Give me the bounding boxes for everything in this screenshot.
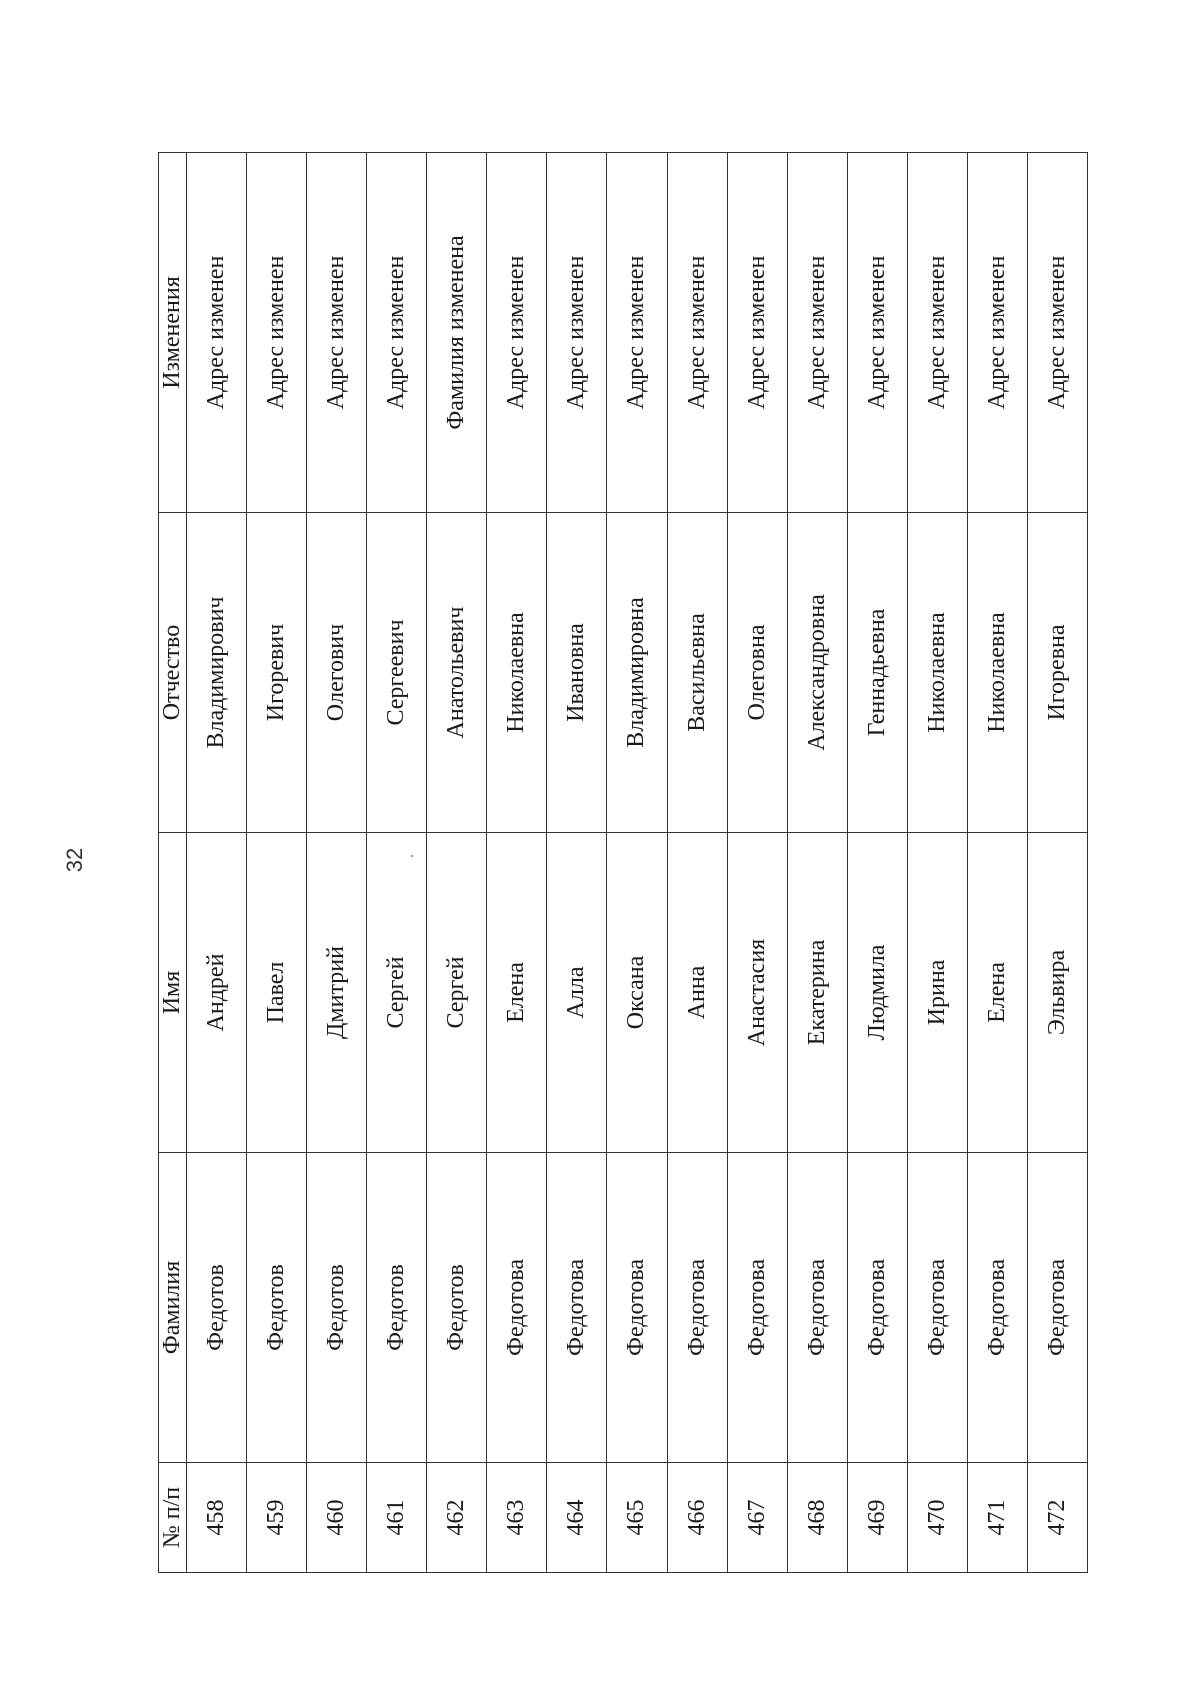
cell-surname: Федотова: [547, 1153, 607, 1463]
cell-surname: Федотова: [967, 1153, 1027, 1463]
cell-patronymic: Олеговна: [727, 513, 787, 833]
table-row: [727, 153, 787, 1573]
cell-changes: Адрес изменен: [367, 153, 427, 513]
cell-patronymic: Ивановна: [547, 513, 607, 833]
table-row: [787, 153, 847, 1573]
cell-patronymic: Николаевна: [487, 513, 547, 833]
table-row: [307, 153, 367, 1573]
cell-number: 470: [907, 1463, 967, 1573]
page-number-text: 32: [62, 847, 87, 873]
cell-number: 467: [727, 1463, 787, 1573]
cell-first-name: Оксана: [607, 833, 667, 1153]
cell-first-name: Ирина: [907, 833, 967, 1153]
cell-changes: Адрес изменен: [247, 153, 307, 513]
cell-number: 462: [427, 1463, 487, 1573]
cell-number: 466: [667, 1463, 727, 1573]
cell-number: 464: [547, 1463, 607, 1573]
header-first-name: Имя: [159, 833, 187, 1153]
table-body: [187, 153, 1088, 1573]
cell-changes: Адрес изменен: [607, 153, 667, 513]
cell-number: 472: [1027, 1463, 1087, 1573]
cell-number: 460: [307, 1463, 367, 1573]
cell-number: 468: [787, 1463, 847, 1573]
cell-changes: Адрес изменен: [487, 153, 547, 513]
cell-first-name: Дмитрий: [307, 833, 367, 1153]
table-row: [967, 153, 1027, 1573]
cell-changes: Адрес изменен: [667, 153, 727, 513]
cell-surname: Федотова: [727, 1153, 787, 1463]
cell-surname: Федотова: [607, 1153, 667, 1463]
table-row: [847, 153, 907, 1573]
cell-surname: Федотова: [787, 1153, 847, 1463]
register-table-container: [158, 153, 1088, 1573]
table-header-row: [159, 153, 187, 1573]
cell-first-name: Сергей: [427, 833, 487, 1153]
table-row: [907, 153, 967, 1573]
cell-patronymic: Николаевна: [907, 513, 967, 833]
header-number: № п/п: [159, 1463, 187, 1573]
cell-first-name: Андрей: [187, 833, 247, 1153]
cell-patronymic: Владимирович: [187, 513, 247, 833]
cell-patronymic: Игоревна: [1027, 513, 1087, 833]
table-row: [427, 153, 487, 1573]
cell-first-name: Павел: [247, 833, 307, 1153]
cell-first-name: Алла: [547, 833, 607, 1153]
cell-patronymic: Анатольевич: [427, 513, 487, 833]
cell-first-name: Анастасия: [727, 833, 787, 1153]
cell-first-name: Людмила: [847, 833, 907, 1153]
cell-surname: Федотова: [487, 1153, 547, 1463]
table-row: [247, 153, 307, 1573]
cell-surname: Федотова: [667, 1153, 727, 1463]
table-row: [607, 153, 667, 1573]
cell-surname: Федотов: [367, 1153, 427, 1463]
cell-surname: Федотова: [1027, 1153, 1087, 1463]
cell-number: 463: [487, 1463, 547, 1573]
cell-patronymic: Олегович: [307, 513, 367, 833]
cell-changes: Адрес изменен: [727, 153, 787, 513]
cell-number: 461: [367, 1463, 427, 1573]
cell-number: 458: [187, 1463, 247, 1573]
register-table: [158, 152, 1088, 1573]
cell-changes: Адрес изменен: [967, 153, 1027, 513]
cell-patronymic: Геннадьевна: [847, 513, 907, 833]
cell-number: 465: [607, 1463, 667, 1573]
header-patronymic: Отчество: [159, 513, 187, 833]
cell-changes: Адрес изменен: [307, 153, 367, 513]
cell-first-name: Елена: [967, 833, 1027, 1153]
cell-surname: Федотов: [187, 1153, 247, 1463]
cell-changes: Адрес изменен: [787, 153, 847, 513]
table-row: [187, 153, 247, 1573]
cell-changes: Адрес изменен: [1027, 153, 1087, 513]
header-changes: Изменения: [159, 153, 187, 513]
cell-first-name: Эльвира: [1027, 833, 1087, 1153]
cell-surname: Федотов: [427, 1153, 487, 1463]
table-row: [667, 153, 727, 1573]
cell-patronymic: Николаевна: [967, 513, 1027, 833]
table-row: [367, 153, 427, 1573]
cell-patronymic: Сергеевич: [367, 513, 427, 833]
cell-first-name: Елена: [487, 833, 547, 1153]
cell-surname: Федотов: [247, 1153, 307, 1463]
cell-first-name: Екатерина: [787, 833, 847, 1153]
cell-patronymic: Васильевна: [667, 513, 727, 833]
cell-surname: Федотова: [847, 1153, 907, 1463]
table-row: [1027, 153, 1087, 1573]
cell-changes: Адрес изменен: [547, 153, 607, 513]
cell-changes: Фамилия изменена: [427, 153, 487, 513]
cell-patronymic: Игоревич: [247, 513, 307, 833]
cell-changes: Адрес изменен: [907, 153, 967, 513]
table-row: [547, 153, 607, 1573]
cell-changes: Адрес изменен: [847, 153, 907, 513]
cell-first-name: Сергей: [367, 833, 427, 1153]
cell-first-name: Анна: [667, 833, 727, 1153]
cell-surname: Федотов: [307, 1153, 367, 1463]
cell-changes: Адрес изменен: [187, 153, 247, 513]
cell-patronymic: Владимировна: [607, 513, 667, 833]
cell-number: 459: [247, 1463, 307, 1573]
cell-patronymic: Александровна: [787, 513, 847, 833]
cell-number: 469: [847, 1463, 907, 1573]
cell-number: 471: [967, 1463, 1027, 1573]
cell-surname: Федотова: [907, 1153, 967, 1463]
page-number: [60, 840, 90, 880]
table-row: [487, 153, 547, 1573]
header-surname: Фамилия: [159, 1153, 187, 1463]
